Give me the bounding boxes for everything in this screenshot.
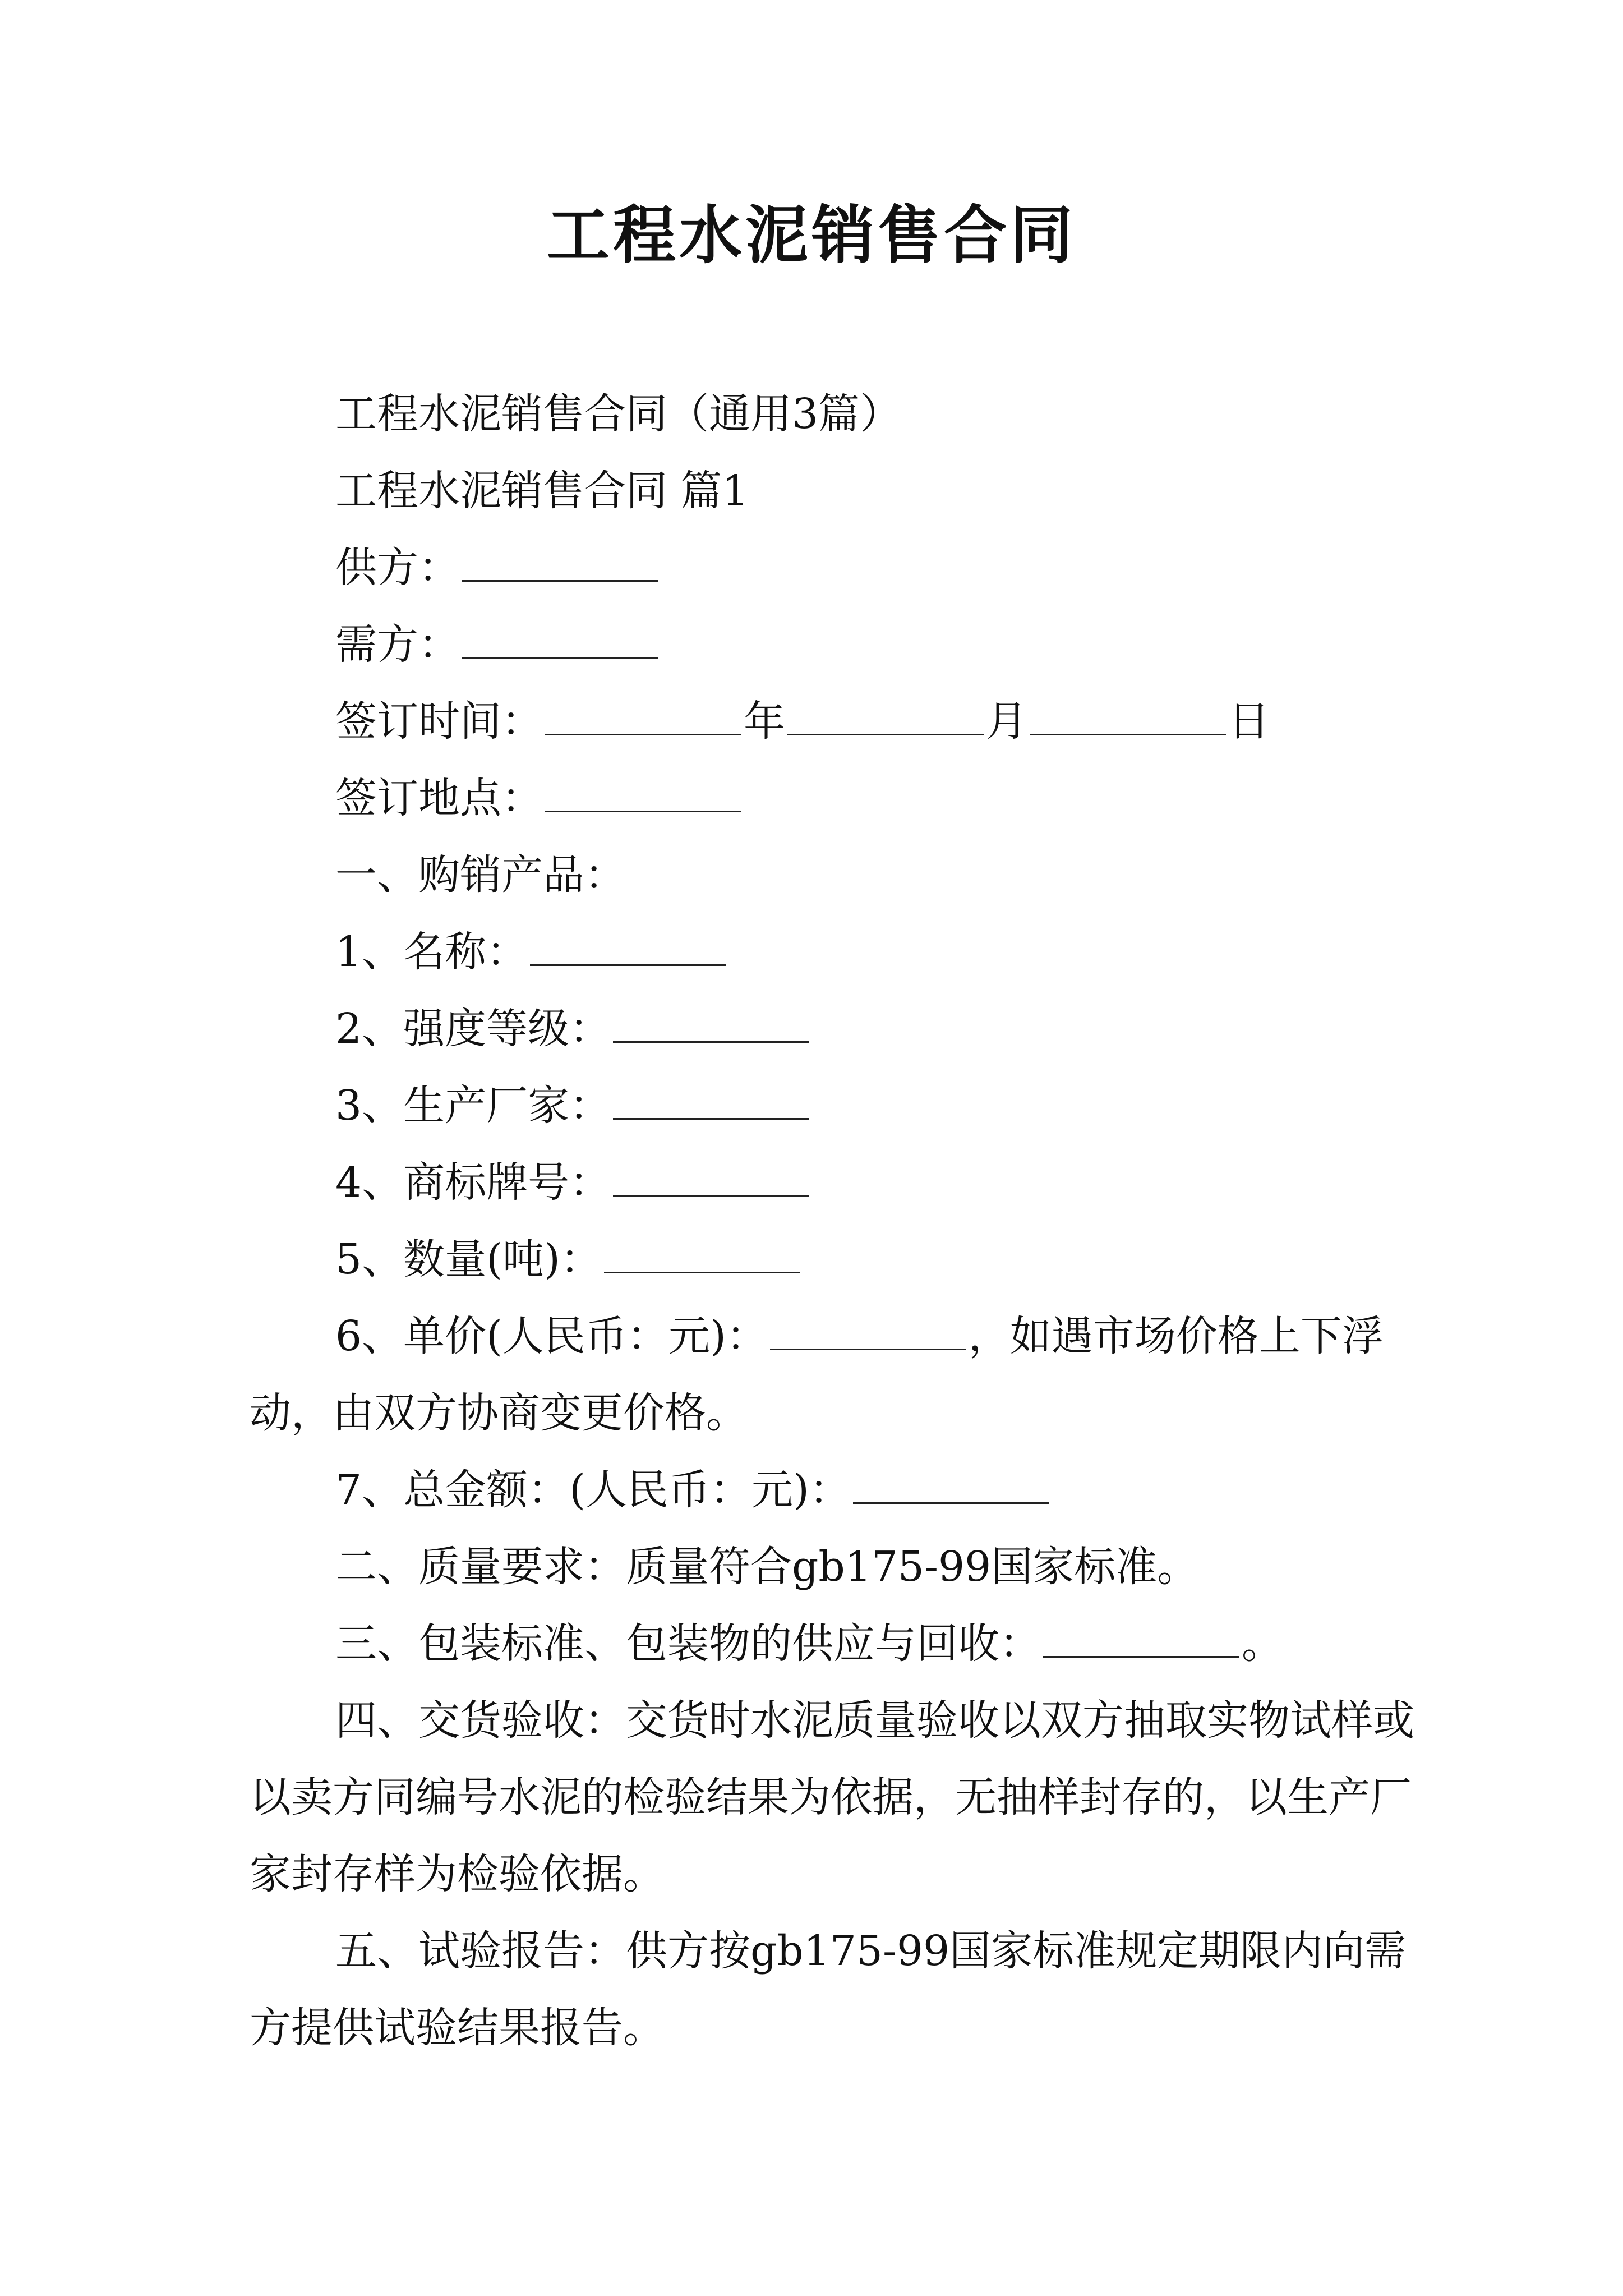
item-1-blank (530, 931, 726, 966)
item-6-paragraph (250, 1298, 1427, 1452)
item-4-label: 4、商标牌号： (335, 1158, 611, 1207)
sign-place-line (250, 760, 1427, 837)
supplier-line (250, 530, 1427, 606)
item-2-blank (613, 1007, 809, 1043)
item-7-label: 7、总金额：(人民币：元)： (335, 1466, 851, 1514)
item-4-blank (613, 1161, 809, 1197)
item-1-line (250, 914, 1427, 991)
subtitle: 工程水泥销售合同（通用3篇） (335, 390, 902, 438)
document-body (250, 376, 1427, 2067)
section-3-label: 三、包装标准、包装物的供应与回收： (335, 1619, 1041, 1668)
month-blank (787, 700, 984, 735)
item-3-label: 3、生产厂家： (335, 1082, 611, 1130)
day-blank (1030, 700, 1226, 735)
section-4-paragraph: 四、交货验收：交货时水泥质量验收以双方抽取实物试样或以卖方同编号水泥的检验结果为依据，无抽样封存的，以生产厂家封存样为检验依据。 (250, 1696, 1414, 1898)
section-3-blank (1043, 1622, 1239, 1658)
buyer-label: 需方： (335, 620, 460, 669)
sign-date-line (250, 683, 1427, 760)
item-1-label: 1、名称： (335, 928, 528, 976)
item-3-line (250, 1068, 1427, 1144)
item-7-blank (853, 1469, 1049, 1504)
sign-place-label: 签订地点： (335, 774, 543, 822)
month-label: 月 (986, 697, 1027, 746)
item-4-line (250, 1144, 1427, 1221)
item-5-label: 5、数量(吨)： (335, 1235, 602, 1283)
supplier-label: 供方： (335, 544, 460, 592)
item-6-blank (770, 1315, 966, 1350)
item-6-text: ，如遇市场价格上下浮动，由双方协商变更价格。 (250, 1312, 1384, 1437)
section-3-line (250, 1605, 1427, 1682)
part-heading: 工程水泥销售合同 篇1 (335, 467, 749, 515)
document-title: 工程水泥销售合同 (547, 199, 1076, 272)
year-label: 年 (744, 697, 785, 746)
day-label: 日 (1228, 697, 1270, 746)
item-2-line (250, 991, 1427, 1068)
buyer-line (250, 606, 1427, 683)
section-5-paragraph: 五、试验报告：供方按gb175-99国家标准规定期限内向需方提供试验结果报告。 (250, 1927, 1407, 2052)
item-2-label: 2、强度等级： (335, 1005, 611, 1053)
year-blank (545, 700, 741, 735)
section-1-heading: 一、购销产品： (335, 851, 626, 899)
item-7-line (250, 1452, 1427, 1529)
item-5-line (250, 1221, 1427, 1298)
section-3-end: 。 (1242, 1619, 1283, 1668)
sign-date-label: 签订时间： (335, 697, 543, 746)
supplier-blank (462, 546, 658, 582)
item-5-blank (604, 1238, 800, 1273)
item-6-label: 6、单价(人民币：元)： (335, 1312, 768, 1360)
section-2-paragraph: 二、质量要求：质量符合gb175-99国家标准。 (335, 1543, 1199, 1591)
sign-place-blank (545, 777, 741, 812)
buyer-blank (462, 623, 658, 659)
item-3-blank (613, 1084, 809, 1120)
